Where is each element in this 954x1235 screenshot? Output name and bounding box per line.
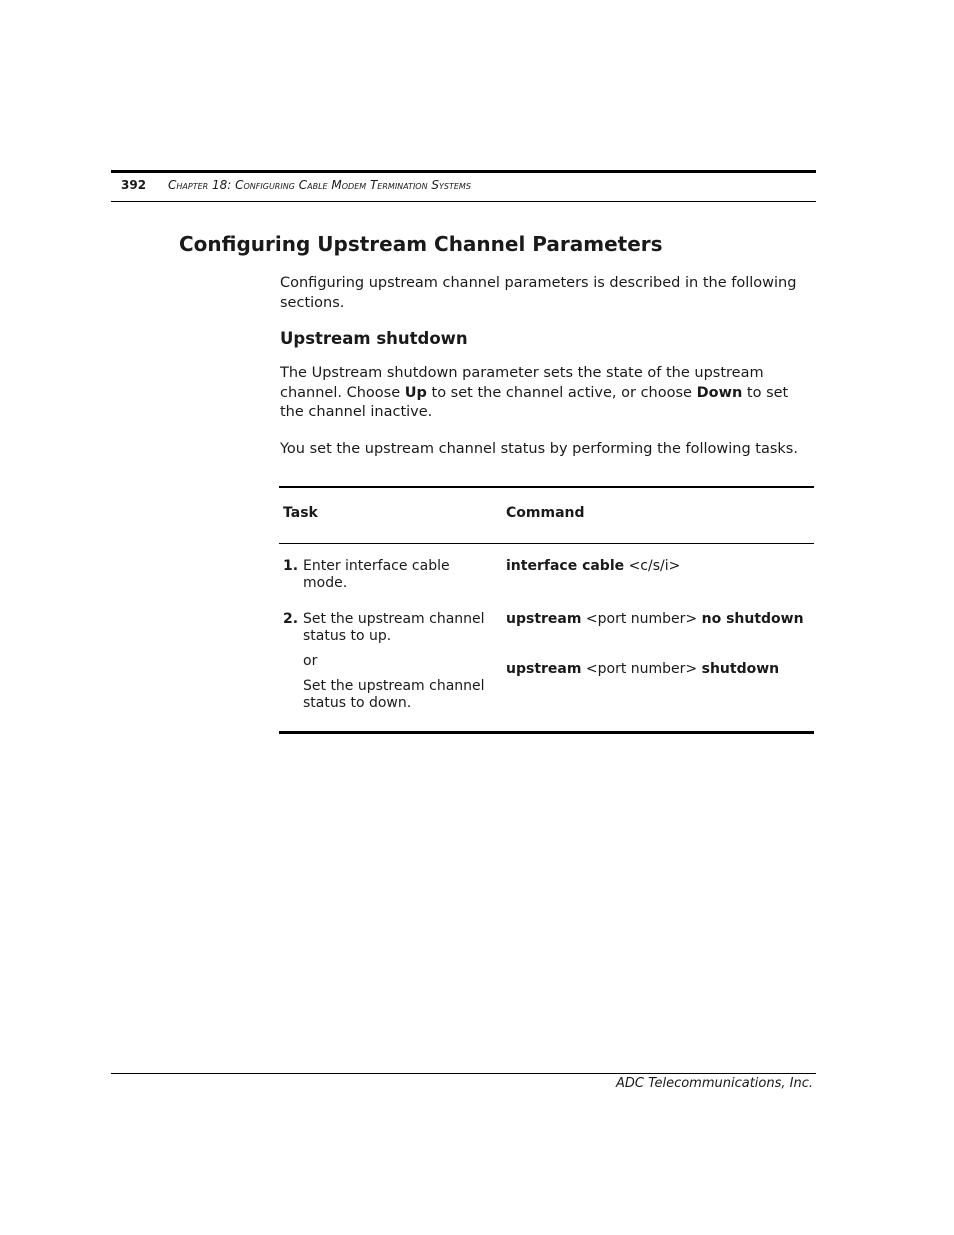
desc-up-keyword: Up <box>404 384 427 401</box>
desc-text-3: to set the channel inactive. <box>280 384 789 420</box>
row2-cmd-b-arg: <port number> <box>581 661 702 677</box>
row2-command-no-shutdown <box>506 611 806 628</box>
section-intro: Configuring upstream channel parameters is described in the following sections. <box>280 275 797 311</box>
subsection-title: Upstream shutdown <box>280 329 468 348</box>
header-rule-bottom <box>111 201 816 202</box>
row2-task-down: Set the upstream channel status to down. <box>303 678 485 711</box>
row2-command-shutdown <box>506 661 806 678</box>
row1-cmd-arg: <c/s/i> <box>624 558 681 574</box>
row2-cmd-b-keyword2: shutdown <box>701 661 780 677</box>
row1-command <box>506 558 806 575</box>
row2-number: 2. <box>283 611 299 627</box>
row1-task: Enter interface cable mode. <box>303 558 450 591</box>
table-header-task: Task <box>283 505 318 521</box>
row2-task-up: Set the upstream channel status to up. <box>303 611 485 644</box>
row2-cmd-a-arg: <port number> <box>581 611 702 627</box>
table-rule-bottom <box>279 731 814 734</box>
table-rule-mid <box>279 543 814 544</box>
desc-down-keyword: Down <box>696 384 743 401</box>
row2-or: or <box>303 653 318 669</box>
table-header-command: Command <box>506 505 585 521</box>
section-title: Configuring Upstream Channel Parameters <box>179 232 663 256</box>
row2-cmd-a-keyword2: no shutdown <box>701 611 804 627</box>
running-head: Chapter 18: Configuring Cable Modem Termination Systems <box>168 178 471 192</box>
row1-number: 1. <box>283 558 299 574</box>
subsection-description <box>280 364 815 423</box>
header-rule-top <box>111 170 816 173</box>
tasks-intro: You set the upstream channel status by performing the following tasks. <box>280 441 798 457</box>
page-number: 392 <box>121 178 147 192</box>
table-rule-top <box>279 486 814 488</box>
row2-cmd-a-keyword: upstream <box>506 611 582 627</box>
footer-text: ADC Telecommunications, Inc. <box>616 1076 813 1091</box>
footer-rule <box>111 1073 816 1074</box>
desc-text-1: The Upstream shutdown parameter sets the state of the upstream channel. Choose <box>280 365 764 401</box>
desc-text-2: to set the channel active, or choose <box>426 384 697 401</box>
row1-cmd-keyword: interface cable <box>506 558 625 574</box>
row2-cmd-b-keyword: upstream <box>506 661 582 677</box>
